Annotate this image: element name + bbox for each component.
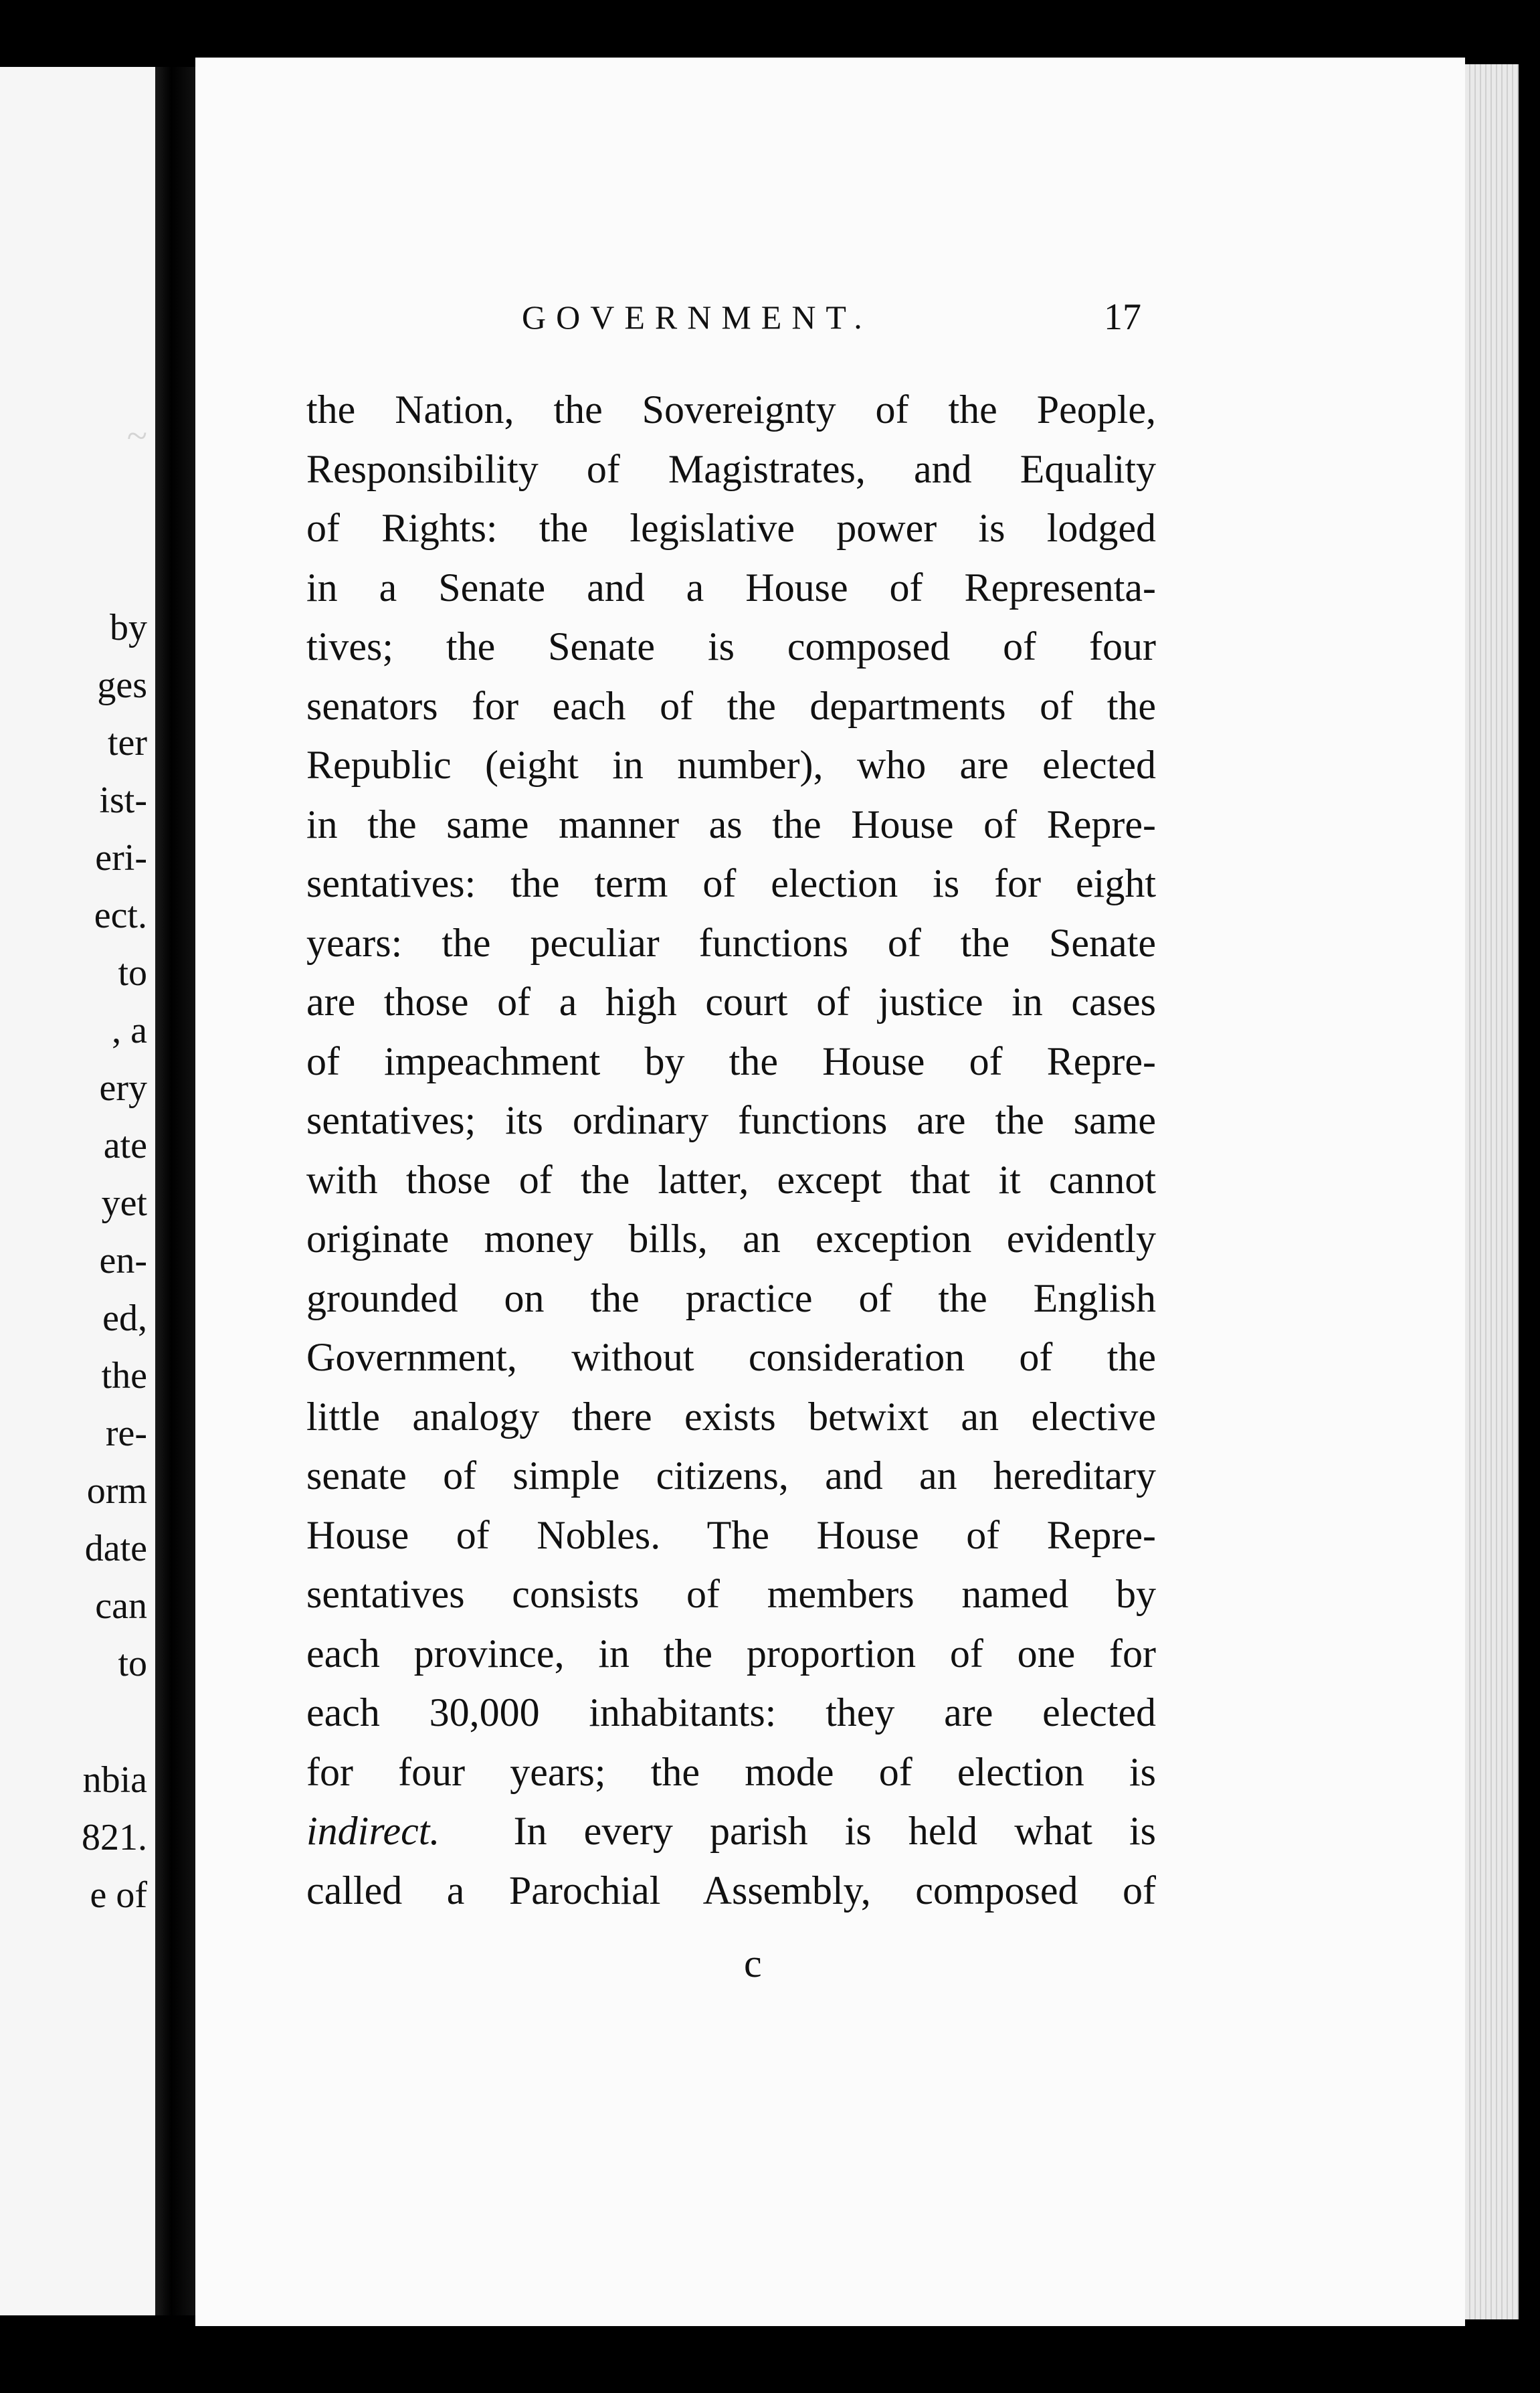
left-fragment: en- <box>99 1240 147 1281</box>
left-page-bleed-through: ~ <box>126 416 147 457</box>
left-fragment: ter <box>107 722 147 764</box>
left-fragment: to <box>118 952 147 994</box>
text-line: senate of simple citizens, and an hereditary <box>306 1453 1156 1498</box>
left-fragment: ate <box>103 1125 147 1166</box>
text-line: Government, without consideration of the <box>306 1335 1156 1379</box>
running-head: GOVERNMENT. <box>522 298 872 336</box>
left-fragment: ist- <box>99 780 147 821</box>
text-line: with those of the latter, except that it cannot <box>306 1157 1156 1202</box>
facing-page-left <box>0 67 155 2315</box>
text-line: tives; the Senate is composed of four <box>306 624 1156 669</box>
text-line: are those of a high court of justice in cases <box>306 980 1156 1024</box>
left-fragment: eri- <box>95 837 147 879</box>
text-line: the Nation, the Sovereignty of the People, <box>306 387 1156 432</box>
text-line: sentatives consists of members named by <box>306 1572 1156 1616</box>
left-fragment: , a <box>112 1010 147 1051</box>
text-line: called a Parochial Assembly, composed of <box>306 1868 1156 1913</box>
text-line: sentatives: the term of election is for eight <box>306 861 1156 905</box>
left-fragment: orm <box>86 1470 147 1512</box>
left-fragment: to <box>118 1643 147 1684</box>
left-fragment: ery <box>99 1067 147 1109</box>
left-fragment: nbia <box>82 1759 147 1801</box>
text-line: grounded on the practice of the English <box>306 1275 1156 1320</box>
text-line: each province, in the proportion of one for <box>306 1631 1156 1676</box>
left-fragment: ed, <box>102 1298 147 1339</box>
page-number: 17 <box>1104 296 1141 338</box>
text-line: originate money bills, an exception evidently <box>306 1217 1156 1261</box>
left-fragment: e of <box>90 1874 147 1916</box>
left-fragment: ges <box>97 664 147 706</box>
left-fragment: by <box>110 607 147 648</box>
left-fragment: date <box>84 1528 147 1569</box>
italic-word: indirect. <box>306 1809 440 1853</box>
text-line: for four years; the mode of election is <box>306 1749 1156 1794</box>
book-gutter <box>155 67 195 2315</box>
text-line: senators for each of the departments of the <box>306 683 1156 728</box>
left-fragment: the <box>101 1355 147 1397</box>
text-line: each 30,000 inhabitants: they are elected <box>306 1690 1156 1735</box>
text-line: in the same manner as the House of Repre- <box>306 802 1156 847</box>
page-edges <box>1465 64 1519 2319</box>
left-fragment: 821. <box>82 1817 147 1858</box>
text-line: in a Senate and a House of Representa- <box>306 565 1156 610</box>
left-fragment: yet <box>101 1182 147 1224</box>
left-fragment: ect. <box>94 895 147 936</box>
text-line-with-italic <box>306 1801 1156 1861</box>
text-line: little analogy there exists betwixt an elective <box>306 1394 1156 1439</box>
text-line: of Rights: the legislative power is lodged <box>306 506 1156 550</box>
text-line: House of Nobles. The House of Repre- <box>306 1512 1156 1557</box>
left-fragment: can <box>95 1585 147 1627</box>
text-line: of impeachment by the House of Repre- <box>306 1039 1156 1083</box>
text-line: Republic (eight in number), who are elected <box>306 743 1156 787</box>
text-line: Responsibility of Magistrates, and Equality <box>306 446 1156 491</box>
left-fragment: re- <box>105 1413 147 1454</box>
text-line-remainder: In every parish is held what is <box>513 1809 1157 1853</box>
text-line: sentatives; its ordinary functions are the same <box>306 1098 1156 1142</box>
text-line: years: the peculiar functions of the Senate <box>306 920 1156 965</box>
body-text <box>306 380 1156 1920</box>
signature-mark: c <box>744 1941 762 1985</box>
